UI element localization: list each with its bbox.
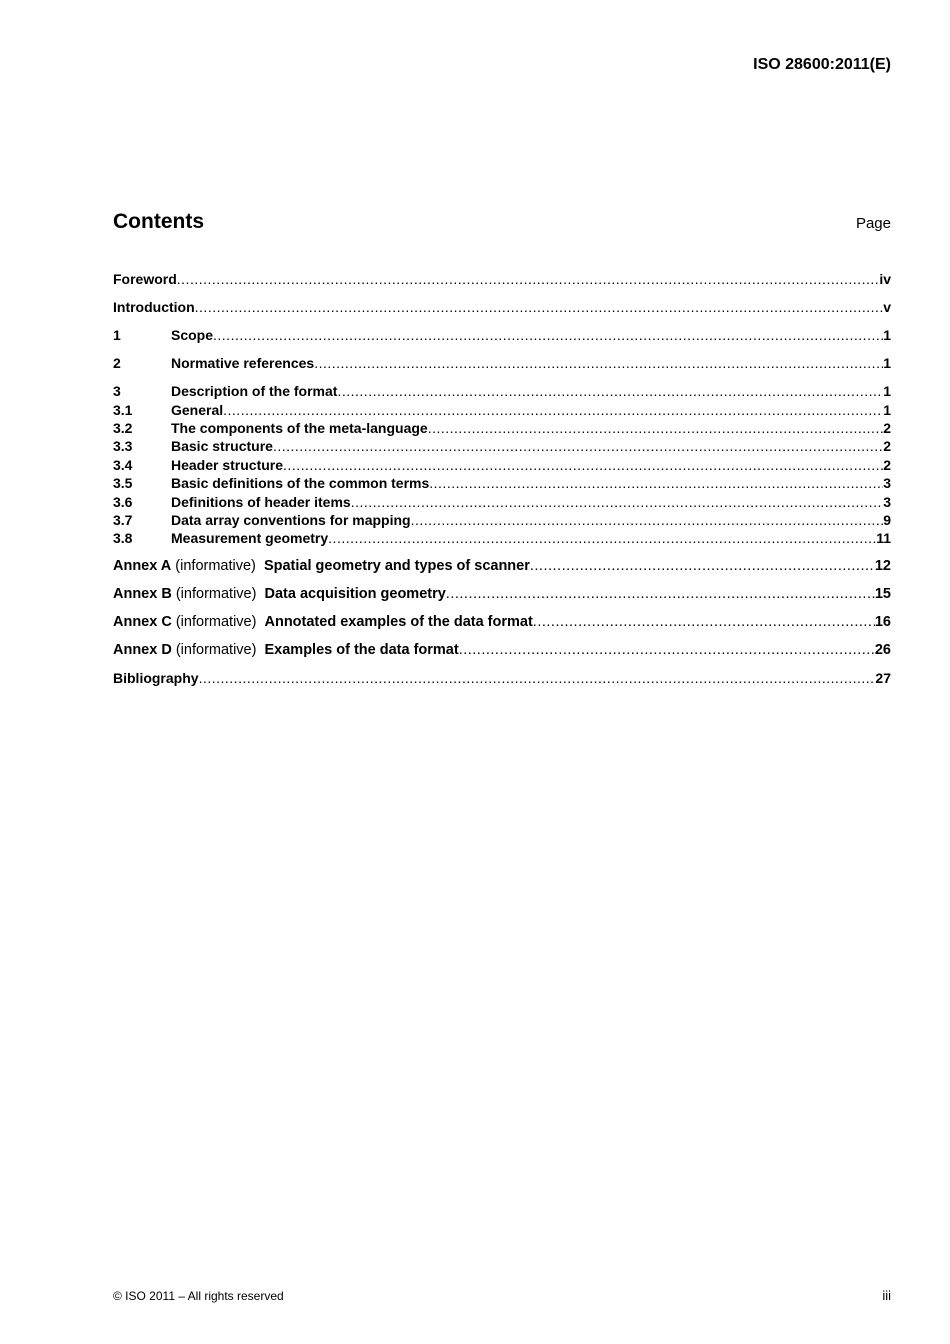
annex-label: Annex C [113, 614, 172, 630]
dot-leader [411, 511, 884, 529]
annex-label: Annex B [113, 586, 172, 602]
toc-entry-page: 2 [883, 438, 891, 454]
toc-entry-title: Measurement geometry [171, 530, 329, 546]
toc-entry-title: Examples of the data format [264, 642, 459, 658]
toc-entry-measurement-geometry[interactable] [113, 529, 891, 547]
toc-entry-page: 16 [874, 614, 891, 630]
toc-entry-page: 9 [883, 512, 891, 528]
toc-entry-number: 3.7 [113, 512, 133, 528]
copyright-notice: © ISO 2011 – All rights reserved [113, 1289, 284, 1303]
toc-entry-scope[interactable] [113, 326, 891, 344]
toc-entry-meta-language[interactable] [113, 419, 891, 437]
toc-entry-title: Data acquisition geometry [264, 586, 446, 602]
toc-entry-foreword[interactable] [113, 270, 891, 288]
toc-entry-title: Introduction [113, 299, 195, 315]
dot-leader [177, 270, 880, 288]
toc-entry-page: 3 [883, 475, 891, 491]
toc-entry-page: iv [879, 271, 891, 287]
toc-entry-title: Bibliography [113, 670, 199, 686]
toc-entry-title: Data array conventions for mapping [171, 512, 411, 528]
toc-entry-page: 1 [883, 402, 891, 418]
page-footer [113, 1288, 891, 1303]
dot-leader [337, 382, 883, 400]
toc-entry-page: 26 [874, 642, 891, 658]
toc-entry-number: 3.3 [113, 438, 133, 454]
toc-entry-title: Normative references [171, 355, 315, 371]
dot-leader [213, 326, 883, 344]
table-of-contents [113, 270, 891, 687]
toc-entry-page: 1 [883, 327, 891, 343]
document-id: ISO 28600:2011(E) [753, 56, 891, 73]
toc-entry-page: v [883, 299, 891, 315]
toc-entry-header-items[interactable] [113, 493, 891, 511]
page-column-label: Page [855, 215, 891, 232]
dot-leader [195, 298, 884, 316]
annex-kind: (informative) [171, 614, 265, 630]
toc-entry-title: Header structure [171, 457, 284, 473]
dot-leader [223, 401, 883, 419]
toc-entry-page: 1 [883, 383, 891, 399]
toc-entry-page: 12 [874, 558, 891, 574]
toc-entry-number: 3.2 [113, 420, 133, 436]
toc-entry-page: 3 [883, 494, 891, 510]
toc-entry-number: 3.1 [113, 402, 133, 418]
dot-leader [273, 437, 883, 455]
toc-entry-annex-b[interactable] [113, 585, 891, 603]
toc-entry-number: 3 [113, 383, 121, 399]
toc-entry-title: Description of the format [171, 383, 338, 399]
toc-entry-title: The components of the meta-language [171, 420, 428, 436]
toc-entry-title: General [171, 402, 224, 418]
toc-entry-title: Spatial geometry and types of scanner [263, 558, 530, 574]
toc-entry-title: Basic definitions of the common terms [171, 475, 430, 491]
toc-entry-annex-d[interactable] [113, 641, 891, 659]
toc-entry-title: Scope [171, 327, 214, 343]
dot-leader [428, 419, 884, 437]
toc-entry-title: Definitions of header items [171, 494, 351, 510]
dot-leader [446, 585, 875, 603]
dot-leader [459, 641, 875, 659]
dot-leader [328, 529, 876, 547]
dot-leader [283, 456, 883, 474]
toc-entry-number: 3.6 [113, 494, 133, 510]
toc-entry-page: 2 [883, 457, 891, 473]
toc-entry-number: 2 [113, 355, 121, 371]
toc-entry-title: Basic structure [171, 438, 273, 454]
annex-label: Annex A [113, 558, 172, 574]
toc-entry-number: 1 [113, 327, 121, 343]
toc-entry-introduction[interactable] [113, 298, 891, 316]
toc-entry-page: 11 [876, 530, 891, 546]
toc-entry-page: 27 [875, 670, 891, 686]
annex-kind: (informative) [171, 558, 264, 574]
dot-leader [314, 354, 883, 372]
dot-leader [351, 493, 884, 511]
annex-kind: (informative) [171, 586, 265, 602]
dot-leader [530, 557, 875, 575]
toc-entry-bibliography[interactable] [113, 669, 891, 687]
toc-entry-description-of-format[interactable] [113, 382, 891, 400]
toc-entry-annex-c[interactable] [113, 613, 891, 631]
page-number: iii [882, 1288, 891, 1303]
toc-entry-number: 3.5 [113, 475, 133, 491]
toc-entry-page: 15 [874, 586, 891, 602]
toc-entry-number: 3.8 [113, 530, 133, 546]
toc-entry-title: Foreword [113, 271, 177, 287]
toc-header [113, 210, 891, 234]
toc-entry-number: 3.4 [113, 457, 133, 473]
toc-entry-page: 2 [883, 420, 891, 436]
annex-kind: (informative) [171, 642, 265, 658]
toc-entry-normative-references[interactable] [113, 354, 891, 372]
toc-entry-title: Annotated examples of the data format [264, 614, 533, 630]
toc-entry-general[interactable] [113, 401, 891, 419]
toc-entry-basic-structure[interactable] [113, 437, 891, 455]
toc-entry-page: 1 [883, 355, 891, 371]
dot-leader [199, 669, 876, 687]
toc-entry-annex-a[interactable] [113, 557, 891, 575]
annex-label: Annex D [113, 642, 172, 658]
dot-leader [429, 474, 883, 492]
toc-entry-common-terms[interactable] [113, 474, 891, 492]
page-title: Contents [113, 210, 204, 233]
toc-entry-header-structure[interactable] [113, 456, 891, 474]
dot-leader [533, 613, 875, 631]
toc-entry-data-array-conventions[interactable] [113, 511, 891, 529]
